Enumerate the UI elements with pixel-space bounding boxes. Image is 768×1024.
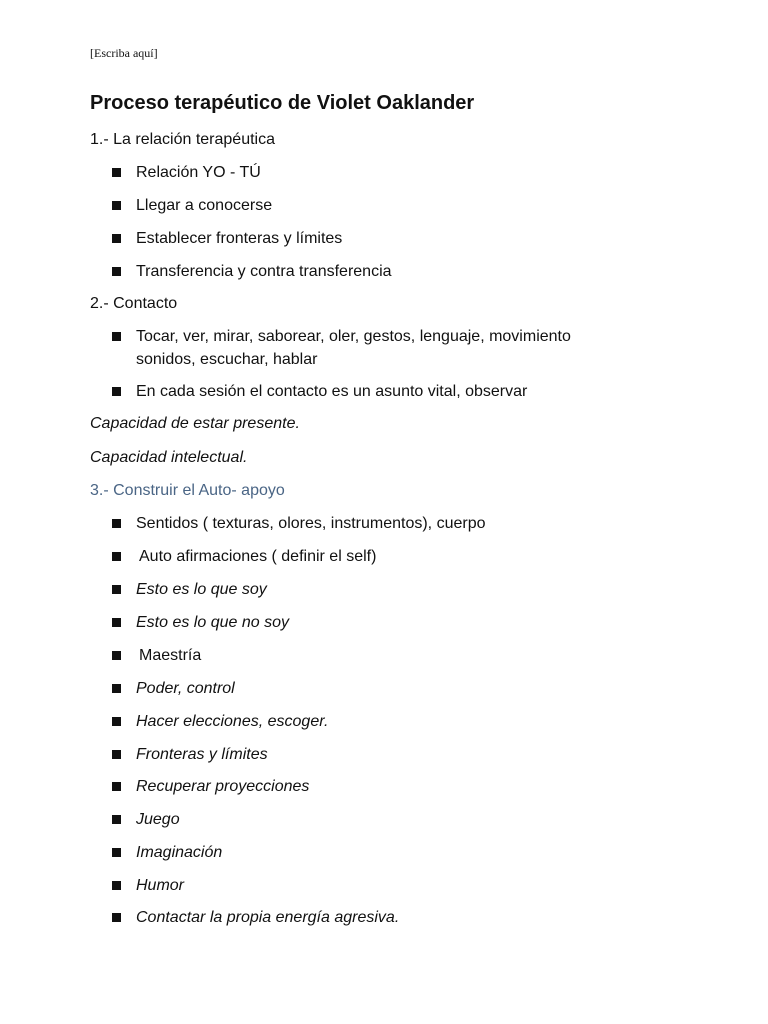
header-placeholder[interactable]: [Escriba aquí]: [90, 46, 158, 60]
square-bullet-icon: [112, 585, 121, 594]
square-bullet-icon: [112, 234, 121, 243]
list-item-text: Poder, control: [136, 680, 235, 697]
list-item: [112, 611, 632, 634]
square-bullet-icon: [112, 815, 121, 824]
list-item: [112, 775, 632, 798]
list-item: [112, 677, 632, 700]
square-bullet-icon: [112, 168, 121, 177]
list-item-text: Transferencia y contra transferencia: [136, 263, 392, 280]
section-heading-auto-apoyo: 3.- Construir el Auto- apoyo: [90, 482, 285, 499]
section-heading-relacion: 1.- La relación terapéutica: [90, 131, 275, 148]
list-item: [112, 325, 632, 371]
list-item-text: Establecer fronteras y límites: [136, 230, 343, 247]
list-item: [112, 906, 632, 929]
list-item-text: Hacer elecciones, escoger.: [136, 713, 329, 730]
list-item: [112, 874, 632, 897]
list-item-text: Sentidos ( texturas, olores, instrumentos), cuerpo: [136, 515, 486, 532]
list-item-text: Fronteras y límites: [136, 746, 268, 763]
square-bullet-icon: [112, 684, 121, 693]
square-bullet-icon: [112, 848, 121, 857]
list-item: [112, 227, 632, 250]
square-bullet-icon: [112, 387, 121, 396]
list-item-text: Recuperar proyecciones: [136, 778, 310, 795]
square-bullet-icon: [112, 332, 121, 341]
list-item-text: Esto es lo que soy: [136, 581, 267, 598]
square-bullet-icon: [112, 519, 121, 528]
list-item: [112, 644, 632, 667]
list-item-text: Contactar la propia energía agresiva.: [136, 909, 400, 926]
list-item: [112, 578, 632, 601]
square-bullet-icon: [112, 782, 121, 791]
list-item-text: En cada sesión el contacto es un asunto vital, observar: [136, 383, 528, 400]
square-bullet-icon: [112, 881, 121, 890]
list-item: [112, 380, 632, 403]
list-item-text: Llegar a conocerse: [136, 197, 273, 214]
list-item-text: Relación YO - TÚ: [136, 164, 261, 181]
note-text: Capacidad de estar presente.: [90, 415, 300, 432]
list-item-text: Auto afirmaciones ( definir el self): [139, 548, 377, 565]
list-item: [112, 512, 632, 535]
list-item: [112, 194, 632, 217]
list-item-text: Humor: [136, 877, 185, 894]
square-bullet-icon: [112, 750, 121, 759]
list-item: [112, 841, 632, 864]
square-bullet-icon: [112, 201, 121, 210]
note-text: Capacidad intelectual.: [90, 449, 248, 466]
list-item-text: Maestría: [139, 647, 202, 664]
list-item: [112, 743, 632, 766]
list-item: [112, 808, 632, 831]
square-bullet-icon: [112, 913, 121, 922]
list-item: [112, 260, 632, 283]
list-item: [112, 161, 632, 184]
list-item-text: Esto es lo que no soy: [136, 614, 289, 631]
square-bullet-icon: [112, 618, 121, 627]
square-bullet-icon: [112, 717, 121, 726]
list-item: [112, 710, 632, 733]
list-item: [112, 545, 632, 568]
list-item-text: Imaginación: [136, 844, 223, 861]
list-item-text: Juego: [136, 811, 180, 828]
square-bullet-icon: [112, 651, 121, 660]
list-item-text: Tocar, ver, mirar, saborear, oler, gestos, lenguaje, movimiento sonidos, escuchar, hablar: [136, 328, 571, 368]
document-title: Proceso terapéutico de Violet Oaklander: [90, 92, 475, 114]
square-bullet-icon: [112, 267, 121, 276]
section-heading-contacto: 2.- Contacto: [90, 295, 178, 312]
square-bullet-icon: [112, 552, 121, 561]
